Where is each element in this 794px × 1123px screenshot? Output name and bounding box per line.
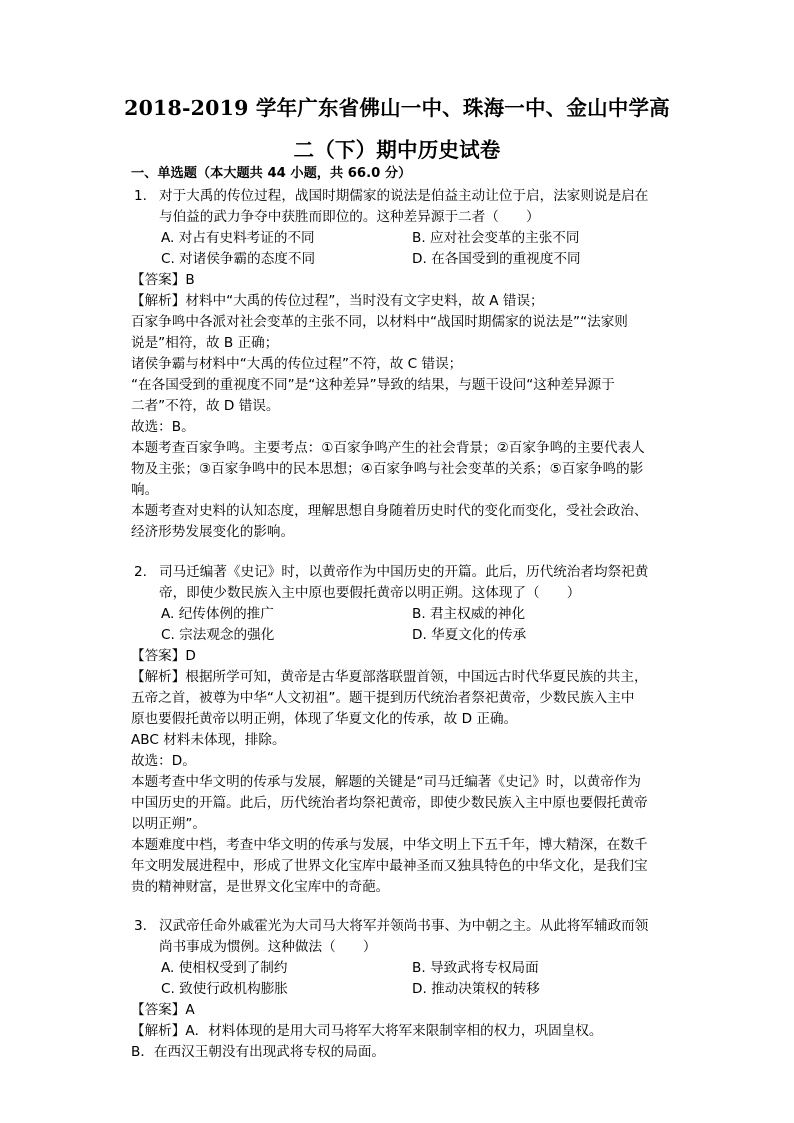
analysis-text: 材料中“大禹的传位过程”，当时没有文字史料，故 A 错误； — [185, 293, 544, 309]
analysis-line: 二者”不符，故 D 错误。 — [131, 398, 280, 414]
analysis-line: 五帝之首，被尊为中华“人文初祖”。题干提到历代统治者祭祀黄帝，少数民族入主中 — [131, 690, 635, 706]
analysis-text: A．材料体现的是用大司马将军大将军来限制宰相的权力，巩固皇权。 — [185, 1023, 603, 1039]
answer-line — [131, 1001, 671, 1020]
answer-line — [131, 271, 671, 290]
answer-tag: 【答案】 — [131, 648, 186, 664]
answer-value: B — [185, 272, 195, 288]
analysis-line: 贵的精神财富，是世界文化宝库中的奇葩。 — [131, 879, 390, 895]
analysis-line: 中国历史的开篇。此后，历代统治者均祭祀黄帝，即使少数民族入主中原也要假托黄帝 — [131, 795, 648, 811]
answer-tag: 【答案】 — [131, 272, 186, 288]
analysis-line: 说是”相符，故 B 正确； — [131, 335, 279, 351]
option-d: D. 华夏文化的传承 — [412, 627, 527, 643]
answer-value: A — [185, 1002, 195, 1018]
analysis-line: 本题考查百家争鸣。主要考点：①百家争鸣产生的社会背景；②百家争鸣的主要代表人 — [131, 440, 645, 456]
answer-line — [131, 647, 671, 666]
page-title-line2: 二（下）期中历史试卷 — [293, 138, 501, 162]
section-heading: 一、单选题（本大题共 44 小题，共 66.0 分） — [131, 166, 412, 181]
analysis-line: “在各国受到的重视度不同”是“这种差异”导致的结果，与题干设问“这种差异源于 — [131, 377, 615, 393]
analysis-line: B．在西汉王朝没有出现武将专权的局面。 — [131, 1044, 386, 1060]
analysis-line: 年文明发展进程中，形成了世界文化宝库中最神圣而又独具特色的中华文化，是我们宝 — [131, 858, 648, 874]
question-stem-line: 对于大禹的传位过程，战国时期儒家的说法是伯益主动让位于启，法家则说是启在 — [159, 188, 649, 204]
analysis-line: 经济形势发展变化的影响。 — [131, 524, 295, 540]
question-stem-line: 帝，即使少数民族入主中原也要假托黄帝以明正朔。这体现了（ ） — [159, 585, 581, 601]
analysis-tag: 【解析】 — [131, 293, 186, 309]
analysis-line: 本题难度中档，考查中华文明的传承与发展，中华文明上下五千年，博大精深，在数千 — [131, 837, 648, 853]
analysis-line — [131, 292, 671, 311]
analysis-line — [131, 1022, 671, 1041]
option-c: C. 致使行政机构膨胀 — [161, 981, 288, 997]
page-title-line1: 2018-2019 学年广东省佛山一中、珠海一中、金山中学高 — [124, 96, 670, 120]
question-stem-line: 司马迁编著《史记》时，以黄帝作为中国历史的开篇。此后，历代统治者均祭祀黄 — [159, 564, 649, 580]
question-stem-line: 尚书事成为惯例。这种做法（ ） — [159, 939, 377, 955]
analysis-line — [131, 668, 671, 687]
analysis-line: 故选：B。 — [131, 419, 195, 435]
option-c: C. 对诸侯争霸的态度不同 — [161, 251, 316, 267]
option-a: A. 对占有史料考证的不同 — [161, 230, 315, 246]
analysis-line: 百家争鸣中各派对社会变革的主张不同，以材料中“战国时期儒家的说法是”“法家则 — [131, 314, 628, 330]
option-d: D. 推动决策权的转移 — [412, 981, 540, 997]
question-stem-line: 与伯益的武力争夺中获胜而即位的。这种差异源于二者（ ） — [159, 209, 540, 225]
analysis-tag: 【解析】 — [131, 669, 186, 685]
option-b: B. 应对社会变革的主张不同 — [412, 230, 580, 246]
analysis-line: 物及主张；③百家争鸣中的民本思想；④百家争鸣与社会变革的关系；⑤百家争鸣的影 — [131, 461, 644, 477]
analysis-line: 故选：D。 — [131, 753, 196, 769]
analysis-text: 根据所学可知，黄帝是古华夏部落联盟首领，中国远古时代华夏民族的共主， — [185, 669, 648, 685]
question-number: 2. — [134, 564, 147, 580]
analysis-line: 本题考查中华文明的传承与发展，解题的关键是“司马迁编著《史记》时，以黄帝作为 — [131, 774, 642, 790]
question-number: 3. — [134, 918, 147, 934]
option-c: C. 宗法观念的强化 — [161, 627, 275, 643]
analysis-line: 响。 — [131, 482, 159, 498]
question-number: 1. — [134, 188, 147, 204]
option-a: A. 纪传体例的推广 — [161, 606, 274, 622]
analysis-line: 诸侯争霸与材料中“大禹的传位过程”不符，故 C 错误； — [131, 356, 463, 372]
answer-tag: 【答案】 — [131, 1002, 186, 1018]
option-d: D. 在各国受到的重视度不同 — [412, 251, 581, 267]
option-a: A. 使相权受到了制约 — [161, 960, 288, 976]
option-b: B. 导致武将专权局面 — [412, 960, 539, 976]
answer-value: D — [185, 648, 196, 664]
option-b: B. 君主权威的神化 — [412, 606, 526, 622]
analysis-line: 原也要假托黄帝以明正朔，体现了华夏文化的传承，故 D 正确。 — [131, 711, 518, 727]
question-stem-line: 汉武帝任命外戚霍光为大司马大将军并领尚书事、为中朝之主。从此将军辅政而领 — [159, 918, 649, 934]
analysis-line: 以明正朔”。 — [131, 816, 207, 832]
analysis-tag: 【解析】 — [131, 1023, 186, 1039]
analysis-line: ABC 材料未体现，排除。 — [131, 732, 286, 748]
analysis-line: 本题考查对史料的认知态度，理解思想自身随着历史时代的变化而变化，受社会政治、 — [131, 503, 648, 519]
